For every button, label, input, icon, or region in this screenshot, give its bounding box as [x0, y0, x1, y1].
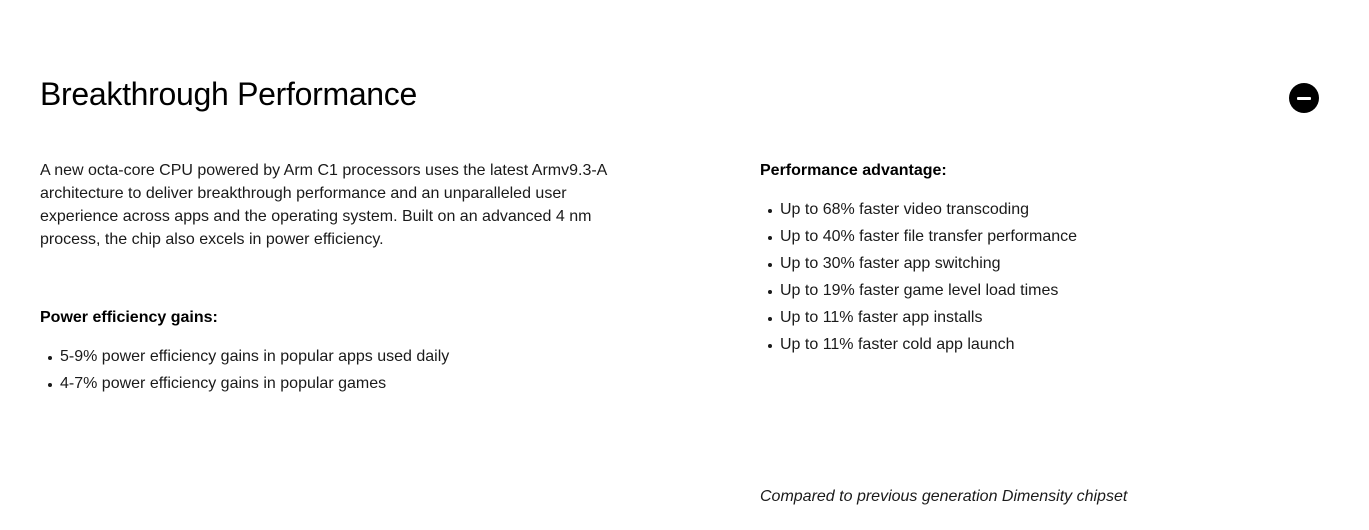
collapse-button[interactable]: [1289, 83, 1319, 113]
section-title: Breakthrough Performance: [40, 76, 418, 112]
intro-paragraph: A new octa-core CPU powered by Arm C1 processors uses the latest Armv9.3-A architecture to deliver breakthrough performance and an unparalleled user experience across apps and the operating system. Built on an advanced 4 nm process, the chip also excels in power efficiency.: [40, 162, 607, 248]
list-item: Up to 19% faster game level load times: [760, 277, 1320, 304]
left-column: [40, 159, 640, 397]
list-item: Up to 11% faster cold app launch: [760, 331, 1320, 358]
minus-circle-icon: [1297, 97, 1311, 100]
list-item: Up to 11% faster app installs: [760, 304, 1320, 331]
list-item: Up to 40% faster file transfer performance: [760, 223, 1320, 250]
performance-advantage-heading: Performance advantage:: [760, 162, 947, 179]
power-efficiency-list: [40, 343, 640, 397]
footnote: Compared to previous generation Dimensity chipset: [760, 488, 1128, 505]
performance-advantage-list: [760, 196, 1320, 358]
power-efficiency-heading: Power efficiency gains:: [40, 309, 218, 326]
list-item: Up to 30% faster app switching: [760, 250, 1320, 277]
right-column: [760, 159, 1320, 358]
list-item: 4-7% power efficiency gains in popular games: [40, 370, 640, 397]
list-item: Up to 68% faster video transcoding: [760, 196, 1320, 223]
list-item: 5-9% power efficiency gains in popular apps used daily: [40, 343, 640, 370]
